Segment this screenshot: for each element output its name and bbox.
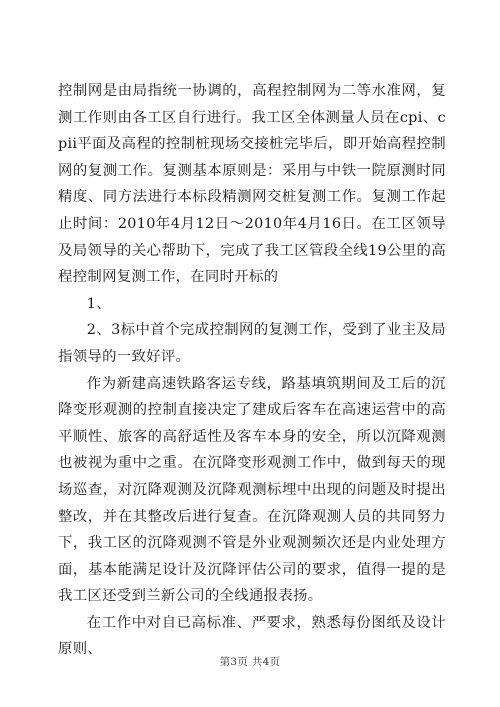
paragraph-2: 1、 bbox=[86, 295, 111, 312]
body-text bbox=[58, 78, 446, 663]
paragraph-3: 2、3标中首个完成控制网的复测工作，受到了业主及局指领导的一致好评。 bbox=[58, 322, 446, 365]
paragraph-4: 作为新建高速铁路客运专线，路基填筑期间及工后的沉降变形观测的控制直接决定了建成后客车在高速运营中的高平顺性、旅客的高舒适性及客车本身的安全，所以沉降观测也被视为重中之重。在沉降变形观测工作中，做到每天的现场巡查，对沉降观测及沉降观测标埋中出现的问题及时提出整改，并在其整改后进行复查。在沉降观测人员的共同努力下，我工区的沉降观测不管是外业观测频次还是内业处理方面，基本能满足设计及沉降评估公司的要求，值得一提的是我工区还受到兰新公司的全线通报表扬。 bbox=[58, 375, 446, 605]
paragraph-5: 在工作中对自已高标准、严要求，熟悉每份图纸及设计原则、 bbox=[58, 614, 446, 658]
paragraph-1: 控制网是由局指统一协调的，高程控制网为二等水准网，复测工作则由各工区自行进行。我工区全体测量人员在cpi、cpii平面及高程的控制桩现场交接桩完毕后，即开始高程控制网的复测工作。复测基本原则是：采用与中铁一院原测时同精度、同方法进行本标段精测网交桩复测工作。复测工作起止时间：2010年4月12日～2010年4月16日。在工区领导及局领导的关心帮助下，完成了我工区管段全线19公里的高程控制网复测工作，在同时开标的 bbox=[58, 83, 446, 286]
page-footer: 第3页 共4页 bbox=[219, 656, 281, 668]
